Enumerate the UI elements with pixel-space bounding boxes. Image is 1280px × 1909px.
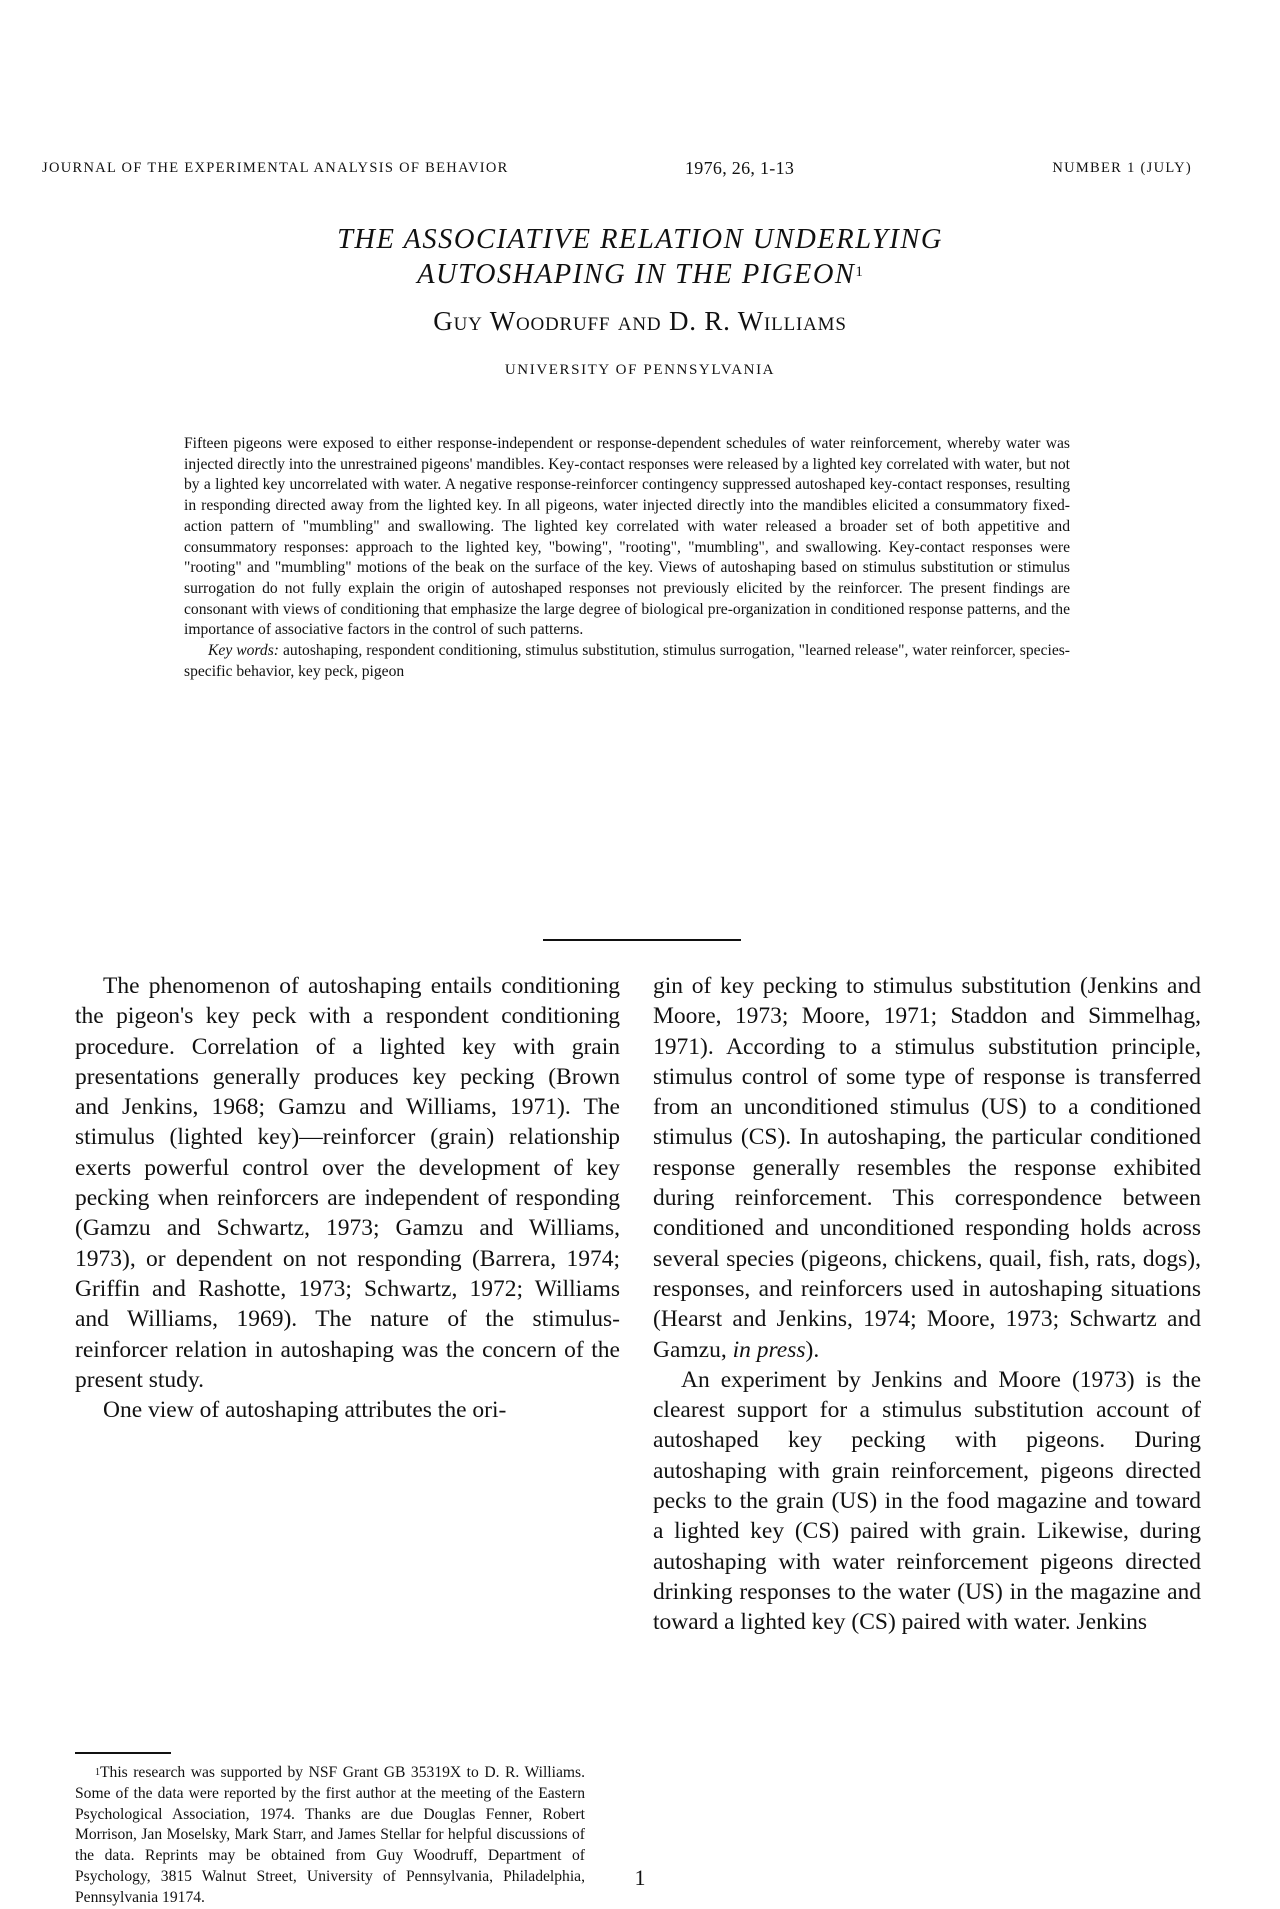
footnote-rule: [75, 1752, 171, 1754]
keywords: [184, 641, 1070, 682]
abstract-text: Fifteen pigeons were exposed to either response-independent or response-dependent schedules of water reinforcement, whereby water was injected directly into the unrestrained pigeons' mandibles. Key-contact responses were released by a lighted key correlated with water, but not by a lighted key uncorrelated with water. A negative response-reinforcer contingency suppressed autoshaped key-contact responses, resulting in responding directed away from the lighted key. In all pigeons, water injected directly into the mandibles elicited a consummatory fixed-action pattern of "mumbling" and swallowing. The lighted key correlated with water released a broader set of both appetitive and consummatory responses: approach to the lighted key, "bowing", "rooting", "mumbling", and swallowing. Key-contact responses were "rooting" and "mumbling" motions of the beak on the surface of the key. Views of autoshaping based on stimulus substitution or stimulus surrogation do not fully explain the origin of autoshaped responses not previously elicited by the reinforcer. The present findings are consonant with views of conditioning that emphasize the large degree of biological pre-organization in conditioned response patterns, and the importance of associative factors in the control of such patterns.: [184, 435, 1070, 639]
title-line-1: THE ASSOCIATIVE RELATION UNDERLYING: [337, 224, 943, 255]
journal-name: JOURNAL OF THE EXPERIMENTAL ANALYSIS OF BEHAVIOR: [42, 160, 509, 176]
section-divider: [543, 939, 741, 941]
article-title: [0, 222, 1280, 292]
body-column-right: [653, 971, 1201, 1638]
author-line: Guy Woodruff and D. R. Williams: [433, 306, 847, 336]
footnote-text: This research was supported by NSF Grant GB 35319X to D. R. Williams. Some of the data were reported by the first author at the meeting of the Eastern Psychological Association, 1974. Thanks are due Douglas Fenner, Robert Morrison, Jan Moselsky, Mark Starr, and James Stellar for helpful discussions of the data. Reprints may be obtained from Guy Woodruff, Department of Psychology, 3815 Walnut Street, University of Pennsylvania, Philadelphia, Pennsylvania 19174.: [75, 1764, 585, 1906]
paragraph-text: gin of key pecking to stimulus substitution (Jenkins and Moore, 1973; Moore, 1971; Staddon and Simmelhag, 1971). According to a stimulus substitution principle, stimulus control of some type of response is transferred from an unconditioned stimulus (US) to a conditioned stimulus (CS). In autoshaping, the particular conditioned response generally resembles the response exhibited during reinforcement. This correspondence between conditioned and unconditioned responding holds across several species (pigeons, chickens, quail, fish, rats, dogs), responses, and reinforcers used in autoshaping situations (Hearst and Jenkins, 1974; Moore, 1973; Schwartz and Gamzu,: [653, 973, 1201, 1363]
body-paragraph: An experiment by Jenkins and Moore (1973) is the clearest support for a stimulus substitution account of autoshaped key pecking with pigeons. During autoshaping with grain reinforcement, pigeons directed pecks to the grain (US) in the food magazine and toward a lighted key (CS) paired with grain. Likewise, during autoshaping with water reinforcement pigeons directed drinking responses to the water (US) in the magazine and toward a lighted key (CS) paired with water. Jenkins: [653, 1366, 1201, 1636]
keywords-label: Key words:: [208, 642, 279, 660]
page-number: 1: [634, 1865, 646, 1890]
paragraph-end: ).: [805, 1336, 820, 1363]
abstract: [184, 434, 1070, 682]
footnote-mark: 1: [95, 1767, 100, 1778]
body-paragraph: One view of autoshaping attributes the ori-: [103, 1397, 507, 1424]
body-column-left: [75, 971, 620, 1425]
affiliation: UNIVERSITY OF PENNSYLVANIA: [504, 362, 776, 378]
issue-number: NUMBER 1 (JULY): [1052, 160, 1192, 176]
title-line-2-text: AUTOSHAPING IN THE PIGEON: [417, 259, 856, 290]
volume-info: 1976, 26, 1-13: [685, 158, 795, 178]
title-line-2: [0, 257, 1280, 292]
in-press-citation: in press: [732, 1336, 806, 1363]
body-paragraph: The phenomenon of autoshaping entails conditioning the pigeon's key peck with a respondent conditioning procedure. Correlation of a lighted key with grain presentations generally produces key pecking (Brown and Jenkins, 1968; Gamzu and Williams, 1971). The stimulus (lighted key)—reinforcer (grain) relationship exerts powerful control over the development of key pecking when reinforcers are independent of responding (Gamzu and Schwartz, 1973; Gamzu and Williams, 1973), or dependent on not responding (Barrera, 1974; Griffin and Rashotte, 1973; Schwartz, 1972; Williams and Williams, 1969). The nature of the stimulus-reinforcer relation in autoshaping was the concern of the present study.: [75, 973, 620, 1393]
body-paragraph-continued: [653, 971, 1201, 1365]
keywords-text: autoshaping, respondent conditioning, stimulus substitution, stimulus surrogation, "learned release", water reinforcer, species-specific behavior, key peck, pigeon: [184, 642, 1070, 680]
title-footnote-mark: 1: [855, 264, 863, 280]
running-head: [42, 160, 1192, 184]
